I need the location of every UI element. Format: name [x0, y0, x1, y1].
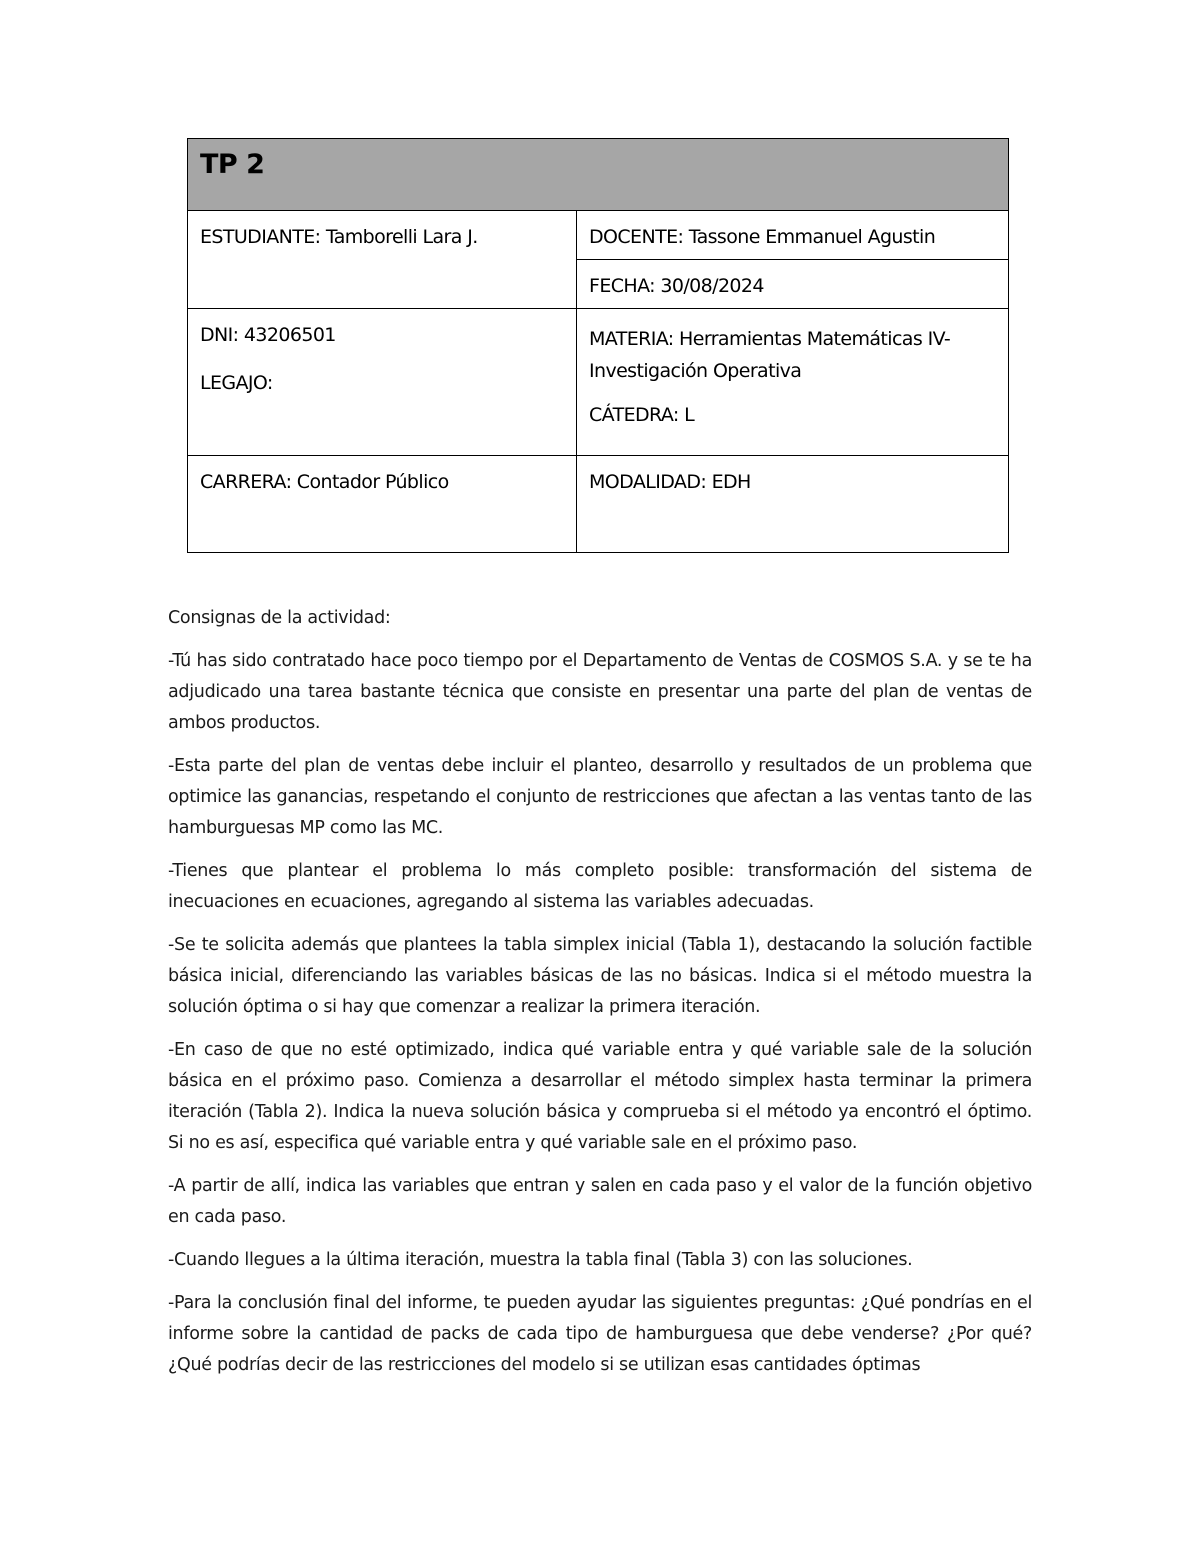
modality-cell	[577, 456, 1009, 553]
instruction-paragraph: -Se te solicita además que plantees la tabla simplex inicial (Tabla 1), destacando la solución factible básica inicial, diferenciando las variables básicas de las no básicas. Indica si el método muestra la solución óptima o si hay que comenzar a realizar la primera iteración.	[168, 935, 1032, 1017]
subject-cell	[577, 309, 1009, 456]
instructions-heading: Consignas de la actividad:	[168, 608, 391, 628]
header-table	[187, 138, 1009, 553]
instruction-paragraph: -Tienes que plantear el problema lo más completo posible: transformación del sistema de inecuaciones en ecuaciones, agregando al sistema las variables adecuadas.	[168, 861, 1032, 912]
instruction-paragraph: -Cuando llegues a la última iteración, muestra la tabla final (Tabla 3) con las soluciones.	[168, 1250, 913, 1270]
subject-field: MATERIA: Herramientas Matemáticas IV-Investigación Operativa	[589, 328, 951, 382]
instruction-paragraph: -En caso de que no esté optimizado, indica qué variable entra y qué variable sale de la solución básica en el próximo paso. Comienza a desarrollar el método simplex hasta terminar la primera iteración (Tabla 2). Indica la nueva solución básica y comprueba si el método ya encontró el óptimo. Si no es así, especifica qué variable entra y qué variable sale en el próximo paso.	[168, 1040, 1032, 1153]
date-cell	[577, 260, 1009, 309]
teacher-cell	[577, 211, 1009, 260]
teacher-field: DOCENTE: Tassone Emmanuel Agustin	[589, 226, 936, 248]
doc-title: TP 2	[188, 139, 1009, 211]
instructions-body	[168, 603, 1032, 1393]
instruction-paragraph: -Esta parte del plan de ventas debe incluir el planteo, desarrollo y resultados de un problema que optimice las ganancias, respetando el conjunto de restricciones que afectan a las ventas tanto de las hamburguesas MP como las MC.	[168, 756, 1032, 838]
instruction-paragraph: -A partir de allí, indica las variables que entran y salen en cada paso y el valor de la función objetivo en cada paso.	[168, 1176, 1032, 1227]
career-field: CARRERA: Contador Público	[200, 471, 449, 493]
instruction-paragraph: -Tú has sido contratado hace poco tiempo por el Departamento de Ventas de COSMOS S.A. y se te ha adjudicado una tarea bastante técnica que consiste en presentar una parte del plan de ventas de ambos productos.	[168, 651, 1032, 733]
student-cell	[188, 211, 577, 309]
chair-field: CÁTEDRA: L	[589, 404, 695, 426]
id-cell	[188, 309, 577, 456]
instruction-paragraph: -Para la conclusión final del informe, te pueden ayudar las siguientes preguntas: ¿Qué pondrías en el informe sobre la cantidad de packs de cada tipo de hamburguesa que debe venderse? ¿Por qué? ¿Qué podrías decir de las restricciones del modelo si se utilizan esas cantidades óptimas	[168, 1293, 1032, 1375]
modality-field: MODALIDAD: EDH	[589, 471, 751, 493]
dni-field: DNI: 43206501	[200, 324, 336, 346]
student-field: ESTUDIANTE: Tamborelli Lara J.	[200, 226, 478, 248]
career-cell	[188, 456, 577, 553]
date-field: FECHA: 30/08/2024	[589, 275, 764, 297]
legajo-field: LEGAJO:	[200, 372, 273, 394]
